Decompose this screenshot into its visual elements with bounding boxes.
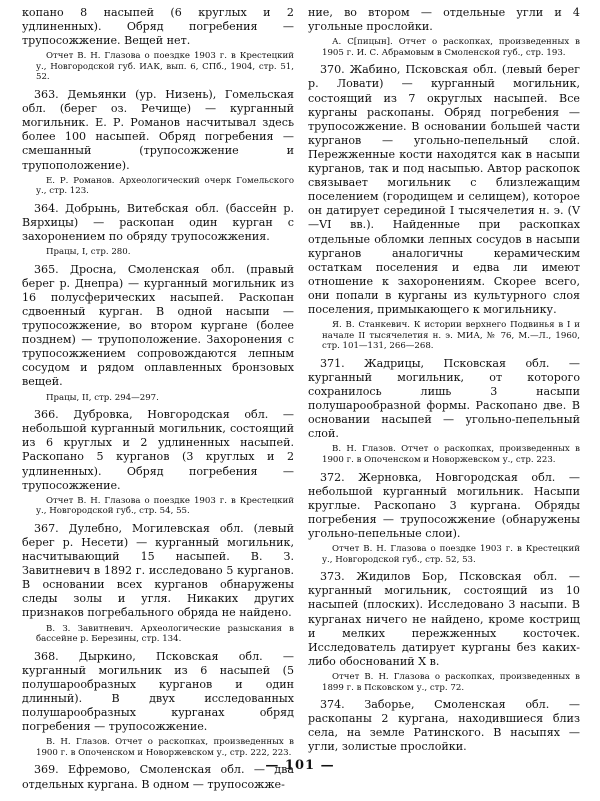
catalog-entry: 365. Дросна, Смоленская обл. (правый берег р. Днепра) — курганный могильник из 16 полусферических насыпей. Раскопан сдвоенный курган. В одной насыпи — трупосожжение, во втором кургане (более позднем) — трупоположение. Захоронения с трупосожжением сопровождаются лепным сосудом и рядом оплавленных бронзовых вещей.: [22, 262, 294, 389]
reference-note: Отчет В. Н. Глазова о поездке 1903 г. в Крестецкий у., Новгородской губ. ИАК, вып. 6, СПб., 1904, стр. 51, 52.: [36, 51, 294, 83]
catalog-entry: 373. Жидилов Бор, Псковская обл. — курганный могильник, состоящий из 10 насыпей (плоских). Исследовано 3 насыпи. В курганах ничего не найдено, кроме кострищ и мелких пережженных косточек. Исследователь датирует курганы без каких-либо обоснований X в.: [308, 570, 580, 668]
catalog-entry: ние, во втором — отдельные угли и 4 угольные прослойки.: [308, 6, 580, 34]
catalog-entry: копано 8 насыпей (6 круглых и 2 удлиненных). Обряд погребения — трупосожжение. Вещей нет.: [22, 6, 294, 48]
reference-note: Отчет В. Н. Глазова о поездке 1903 г. в Крестецкий у., Новгородской губ., стр. 52, 53.: [322, 544, 580, 565]
reference-note: Працы, I, стр. 280.: [46, 247, 131, 258]
catalog-entry: 368. Дыркино, Псковская обл. — курганный могильник из 6 насыпей (5 полушарообразных курганов и один длинный). В двух исследованных полушарообразных курганах обряд погребения — трупосожжение.: [22, 649, 294, 734]
reference-note: В. З. Завитневич. Археологические разыскания в бассейне р. Березины, стр. 134.: [36, 623, 294, 645]
catalog-entry: 372. Жерновка, Новгородская обл. — небольшой курганный могильник. Насыпи круглые. Раскопано 3 кургана. Обряды погребения — трупосожжение (обнаружены угольно-пепельные слои).: [308, 470, 580, 540]
catalog-entry: 363. Демьянки (ур. Низень), Гомельская обл. (берег оз. Речище) — курганный могильник. Е. Р. Романов насчитывал здесь более 100 насыпей. Обряд погребения — смешанный (трупосожжение и трупоположение).: [22, 88, 294, 172]
catalog-entry: 366. Дубровка, Новгородская обл. — небольшой курганный могильник, состоящий из 6 круглых и 2 удлиненных насыпей. Раскопано 5 курганов (3 круглых и 2 удлиненных). Обряд погребения — трупосожжение.: [22, 408, 294, 492]
left-column: [22, 6, 294, 795]
page-number: — 101 —: [265, 758, 335, 773]
reference-note: Я. В. Станкевич. К истории верхнего Подвинья в I и начале II тысячелетия н. э. МИА, № 76, М.—Л., 1960, стр. 101—131, 266—268.: [322, 320, 580, 352]
catalog-entry: 367. Дулебно, Могилевская обл. (левый берег р. Несети) — курганный могильник, насчитывающий 15 насыпей. В. З. Завитневич в 1892 г. исследовано 5 курганов. В основании всех курганов обнаружены следы золы и угля. Никаких других признаков погребального обряда не найдено.: [22, 521, 294, 620]
right-column: [308, 6, 580, 757]
reference-note: Працы, II, стр. 294—297.: [46, 392, 159, 403]
catalog-entry: 370. Жабино, Псковская обл. (левый берег р. Ловати) — курганный могильник, состоящий из 7 округлых насыпей. Все курганы раскопаны. Обряд погребения — трупосожжение. В основании большей части курганов — угольно-пепельный слой. Пережженные кости находятся как в насыпи курганов, так и под насыпью. Автор раскопок связывает могильник с близлежащим поселением (городищем и селищем), которое он датирует серединой I тысячелетия н. э. (V—VI вв.). Найденные при раскопках отдельные обломки лепных сосудов в насыпи курганов аналогичны керамическим остаткам поселения и едва ли имеют отношение к захоронениям. Скорее всего, они попали в курганы из культурного слоя поселения, примыкающего к могильнику.: [308, 63, 580, 316]
reference-note: А. С[пицын]. Отчет о раскопках, произведенных в 1905 г. И. С. Абрамовым в Смоленской губ., стр. 193.: [322, 37, 580, 58]
catalog-entry: 371. Жадрицы, Псковская обл. — курганный могильник, от которого сохранилось лишь 3 насыпи полушарообразной формы. Раскопано две. В основании насыпей — угольно-пепельный слой.: [308, 356, 580, 441]
catalog-entry: 374. Заборье, Смоленская обл. — раскопаны 2 кургана, находившиеся близ села, на земле Ратинского. В насыпях — угли, золистые прослойки.: [308, 698, 580, 754]
document-page: [22, 6, 580, 791]
catalog-entry: 364. Добрынь, Витебская обл. (бассейн р. Вярхицы) — раскопан один курган с захоронением по обряду трупосожжения.: [22, 201, 294, 243]
reference-note: Е. Р. Романов. Археологический очерк Гомельского у., стр. 123.: [36, 175, 294, 197]
reference-note: Отчет В. Н. Глазова о поездке 1903 г. в Крестецкий у., Новгородской губ., стр. 54, 55.: [36, 495, 294, 517]
reference-note: В. Н. Глазов. Отчет о раскопках, произведенных в 1900 г. в Опоченском и Новоржевском у., стр. 223.: [322, 444, 580, 465]
catalog-entry: 369. Ефремово, Смоленская обл. — два отдельных кургана. В одном — трупосожже-: [22, 763, 294, 791]
reference-note: В. Н. Глазов. Отчет о раскопках, произведенных в 1900 г. в Опоченском и Новоржевском у., стр. 222, 223.: [36, 737, 294, 758]
reference-note: Отчет В. Н. Глазова о раскопках, произведенных в 1899 г. в Псковском у., стр. 72.: [322, 671, 580, 693]
